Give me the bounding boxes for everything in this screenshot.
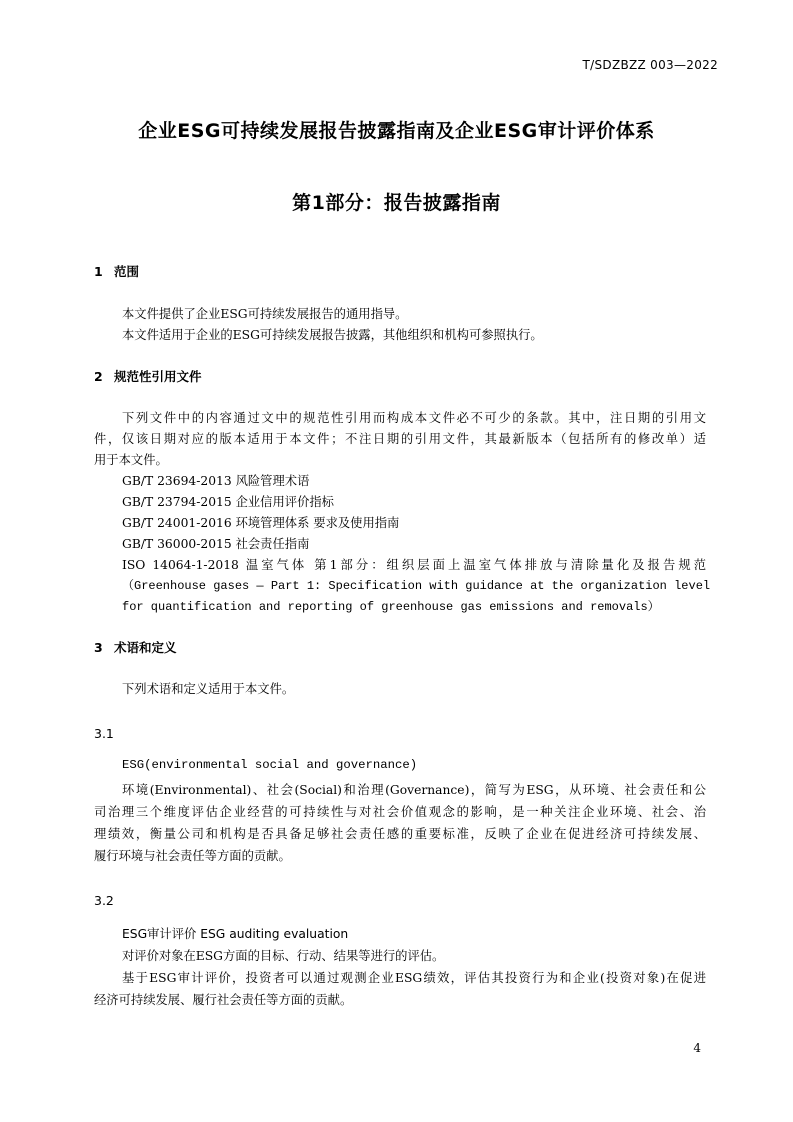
paragraph-line: 用于本文件。 — [94, 453, 168, 467]
section-title: 术语和定义 — [114, 640, 177, 655]
section-heading-terms — [94, 638, 177, 656]
term-name: ESG(environmental social and governance) — [122, 758, 418, 772]
definition-line: 基于ESG审计评价，投资者可以通过观测企业ESG绩效，评估其投资行为和企业(投资对象)在促进 — [122, 971, 706, 985]
reference-item-iso-line: for quantification and reporting of greenhouse gas emissions and removals） — [122, 600, 660, 614]
paragraph: 本文件适用于企业的ESG可持续发展报告披露，其他组织和机构可参照执行。 — [122, 328, 543, 342]
definition-line: 履行环境与社会责任等方面的贡献。 — [94, 849, 291, 863]
paragraph-line: 下列文件中的内容通过文中的规范性引用而构成本文件必不可少的条款。其中，注日期的引用文 — [122, 411, 706, 425]
section-title: 范围 — [114, 264, 140, 279]
page-number: 4 — [693, 1041, 701, 1055]
paragraph-line: 件，仅该日期对应的版本适用于本文件；不注日期的引用文件，其最新版本（包括所有的修改单）适 — [94, 432, 706, 446]
term-number: 3.2 — [94, 893, 114, 908]
document-subtitle: 第1部分：报告披露指南 — [292, 192, 501, 214]
section-heading-scope — [94, 262, 139, 280]
section-number: 3 — [94, 640, 103, 655]
reference-item-iso: ISO 14064-1-2018 温室气体 第1部分：组织层面上温室气体排放与清除量化及报告规范 — [122, 558, 706, 572]
paragraph: 本文件提供了企业ESG可持续发展报告的通用指导。 — [122, 307, 408, 321]
definition-line: 环境(Environmental)、社会(Social)和治理(Governance)，简写为ESG，从环境、社会责任和公 — [122, 783, 706, 797]
reference-item: GB/T 36000-2015 社会责任指南 — [122, 537, 310, 551]
definition-line: 司治理三个维度评估企业经营的可持续性与对社会价值观念的影响，是一种关注企业环境、社会、治 — [94, 805, 706, 819]
section-heading-normative-references — [94, 367, 202, 385]
section-title: 规范性引用文件 — [114, 369, 202, 384]
document-title: 企业ESG可持续发展报告披露指南及企业ESG审计评价体系 — [138, 120, 655, 142]
definition-line: 经济可持续发展、履行社会责任等方面的贡献。 — [94, 993, 353, 1007]
definition-line: 理绩效，衡量公司和机构是否具备足够社会责任感的重要标准，反映了企业在促进经济可持续发展、 — [94, 827, 706, 841]
reference-item: GB/T 23794-2015 企业信用评价指标 — [122, 495, 334, 509]
reference-item: GB/T 24001-2016 环境管理体系 要求及使用指南 — [122, 516, 400, 530]
term-number: 3.1 — [94, 726, 114, 741]
paragraph: 下列术语和定义适用于本文件。 — [122, 682, 295, 696]
reference-item-iso-line: （Greenhouse gases — Part 1: Specification with guidance at the organization level — [122, 579, 711, 593]
term-name: ESG审计评价 ESG auditing evaluation — [122, 927, 349, 941]
section-number: 2 — [94, 369, 103, 384]
definition-line: 对评价对象在ESG方面的目标、行动、结果等进行的评估。 — [122, 949, 445, 963]
reference-item: GB/T 23694-2013 风险管理术语 — [122, 474, 310, 488]
document-code: T/SDZBZZ 003—2022 — [582, 58, 718, 72]
section-number: 1 — [94, 264, 103, 279]
